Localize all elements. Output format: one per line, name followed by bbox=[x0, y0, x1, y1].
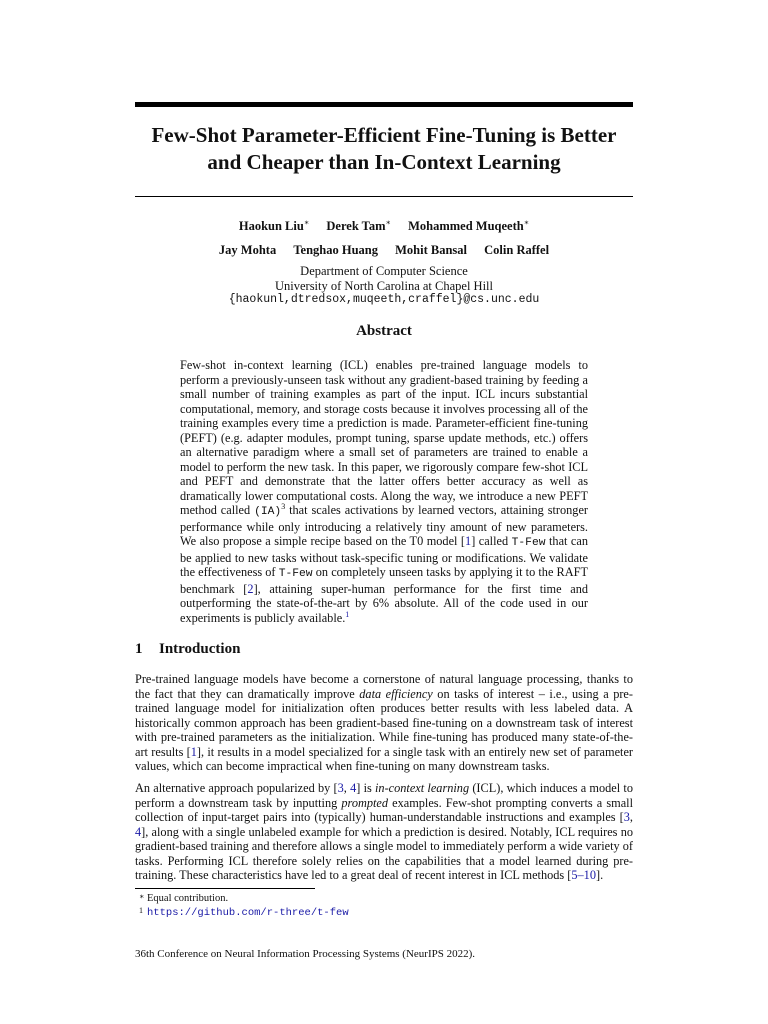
footnote-rule bbox=[135, 888, 315, 889]
intro-paragraph-1: Pre-trained language models have become a cornerstone of natural language processing, thanks to the fact that they can dramatically improve data efficiency on tasks of interest – i.e., using a pre-trained language model for initialization often produces better results with less labeled data. A historically common approach has been gradient-based fine-tuning on a downstream task of interest with pre-trained parameters as the initialization. While fine-tuning has produced many state-of-the-art results [1], it results in a model specialized for a single task with an entirely new set of parameter values, which can become impractical when fine-tuning on many downstream tasks. bbox=[135, 672, 633, 773]
author-emails: {haokunl,dtredsox,muqeeth,craffel}@cs.unc.edu bbox=[228, 293, 540, 306]
author: Mohammed Muqeeth∗ bbox=[408, 217, 530, 233]
citation-link[interactable]: 4 bbox=[350, 781, 357, 795]
footnote-link[interactable]: 1 bbox=[345, 609, 350, 619]
citation-link[interactable]: 1 bbox=[190, 744, 197, 759]
department: Department of Computer Science bbox=[300, 264, 468, 278]
citation-link[interactable]: 5–10 bbox=[571, 868, 596, 882]
author: Colin Raffel bbox=[484, 243, 550, 257]
abstract-body: Few-shot in-context learning (ICL) enables pre-trained language models to perform a previously-unseen task without any gradient-based training by feeding a small number of training examples as part of the input. ICL incurs substantial computational, memory, and storage costs because it involves processing all of the training examples every time a prediction is made. Parameter-efficient fine-tuning (PEFT) (e.g. adapter modules, prompt tuning, sparse update methods, etc.) offers an alternative paradigm where a small set of parameters are trained to enable a model to perform the new task. In this paper, we rigorously compare few-shot ICL and PEFT and demonstrate that the latter offers better accuracy as well as dramatically lower computational costs. Along the way, we introduce a new PEFT method called (IA)$^3$ that scales activations by learned vectors, attaining stronger performance while only introducing a relatively tiny amount of new parameters. We also propose a simple recipe based on the T0 model [1] called T-Few that can be applied to new tasks without task-specific tuning or modifications. We validate the effectiveness of T-Few on completely unseen tasks by applying it to the RAFT benchmark [2], attaining super-human performance for the first time and outperforming the state-of-the-art by 6% absolute. All of the code used in our experiments is publicly available.$^1$ bbox=[180, 358, 589, 625]
citation-link[interactable]: 2 bbox=[247, 581, 254, 596]
citation-link[interactable]: 3 bbox=[337, 781, 344, 795]
author: Mohit Bansal bbox=[395, 243, 468, 257]
title-top-rule bbox=[135, 102, 633, 107]
citation-link[interactable]: 4 bbox=[135, 824, 142, 839]
footnote-equal-contribution: ∗ Equal contribution. bbox=[139, 892, 229, 904]
title-line-2: and Cheaper than In-Context Learning bbox=[207, 150, 561, 174]
university: University of North Carolina at Chapel Hill bbox=[274, 278, 493, 293]
section-title: Introduction bbox=[159, 641, 241, 657]
title-line-1: Few-Shot Parameter-Efficient Fine-Tuning is Better bbox=[151, 123, 617, 147]
author: Haokun Liu∗ bbox=[238, 217, 310, 233]
author: Jay Mohta bbox=[218, 243, 277, 257]
conference-note: 36th Conference on Neural Information Processing Systems (NeurIPS 2022). bbox=[135, 948, 476, 960]
intro-paragraph-2: An alternative approach popularized by [3, 4] is in-context learning (ICL), which induces a model to perform a downstream task by inputting prompted examples. Few-shot prompting converts a small collection of input-target pairs into (typically) human-understandable instructions and examples [3, 4], along with a single unlabeled example for which a prediction is desired. Notably, ICL requires no gradient-based training and therefore allows a single model to immediately perform a wide variety of tasks. Performing ICL therefore solely relies on the capabilities that a model learned during pre-training. These characteristics have led to a great deal of recent interest in ICL methods [5–10]. bbox=[135, 781, 633, 882]
author: Tenghao Huang bbox=[293, 243, 378, 257]
abstract-heading: Abstract bbox=[356, 323, 412, 339]
title-bottom-rule bbox=[135, 196, 633, 197]
citation-link[interactable]: 3 bbox=[623, 810, 630, 824]
tfew-method-name: T-Few bbox=[278, 568, 313, 580]
tfew-method-name: T-Few bbox=[511, 537, 546, 549]
citation-link[interactable]: 1 bbox=[465, 534, 472, 548]
author: Derek Tam∗ bbox=[326, 217, 391, 233]
affiliation bbox=[135, 264, 633, 308]
author-row-2 bbox=[135, 243, 633, 258]
author-row-1 bbox=[135, 219, 633, 234]
ia3-method-name: (IA) bbox=[254, 506, 282, 518]
section-number: 1 bbox=[135, 641, 143, 657]
section-heading-introduction bbox=[135, 641, 240, 658]
footnote-code-url: 1 https://github.com/r-three/t-few bbox=[139, 906, 349, 919]
paper-title bbox=[135, 122, 633, 176]
github-link[interactable]: https://github.com/r-three/t-few bbox=[147, 907, 349, 919]
